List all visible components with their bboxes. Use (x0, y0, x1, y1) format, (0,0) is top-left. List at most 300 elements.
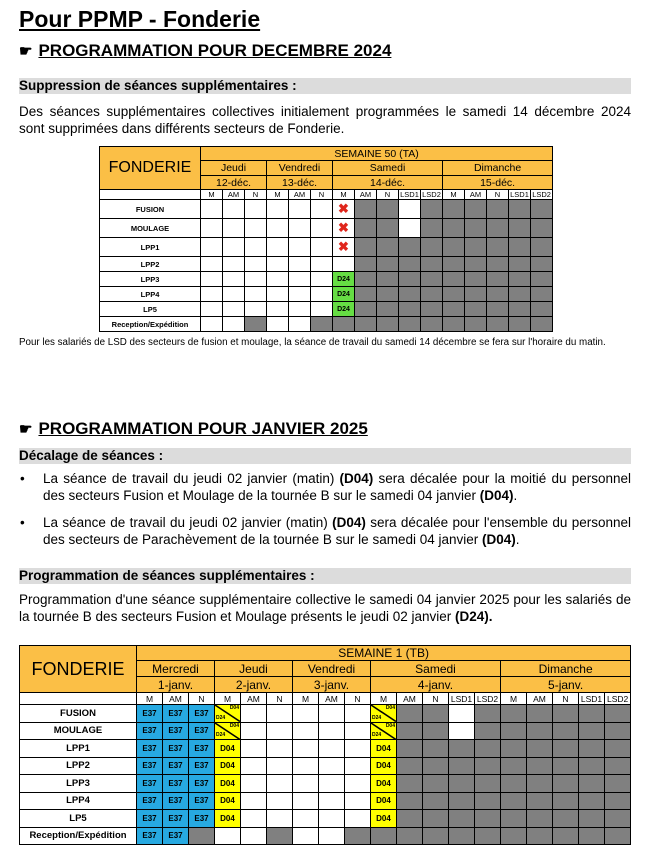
prog-paragraph: Programmation d'une séance supplémentaire collective le samedi 04 janvier 2025 pour les salariés de la tournée B des secteurs Fusion et Moulage présents le jeudi 02 janvier (D24). (19, 592, 631, 624)
bullet-icon: • (20, 515, 25, 530)
closed-cell (465, 287, 487, 302)
empty-cell (267, 287, 289, 302)
empty-cell (241, 792, 267, 810)
closed-cell (531, 200, 553, 219)
closed-cell (465, 200, 487, 219)
closed-cell (465, 219, 487, 238)
closed-cell (531, 317, 553, 332)
empty-cell (319, 740, 345, 758)
closed-cell (475, 757, 501, 775)
closed-cell (355, 287, 377, 302)
empty-cell (311, 200, 333, 219)
empty-cell (267, 722, 293, 740)
empty-cell (267, 792, 293, 810)
split-bottom-code: D24 (372, 714, 382, 721)
empty-cell (311, 287, 333, 302)
closed-cell (377, 317, 399, 332)
empty-cell (289, 238, 311, 257)
closed-cell (509, 287, 531, 302)
table-row (20, 757, 631, 775)
closed-cell (553, 810, 579, 828)
day-name: Vendredi (267, 161, 333, 176)
session-cell: E37 (189, 810, 215, 828)
slot-header: N (423, 693, 449, 705)
table-row (20, 740, 631, 758)
empty-cell (201, 200, 223, 219)
closed-cell (421, 200, 443, 219)
empty-cell (289, 272, 311, 287)
day-name: Dimanche (501, 661, 631, 677)
closed-cell (443, 317, 465, 332)
day-date: 4-janv. (371, 677, 501, 693)
table-row (100, 302, 553, 317)
closed-cell (399, 272, 421, 287)
empty-cell (267, 775, 293, 793)
closed-cell (399, 317, 421, 332)
closed-cell (509, 257, 531, 272)
closed-cell (487, 257, 509, 272)
closed-cell (443, 287, 465, 302)
empty-cell (267, 317, 289, 332)
slot-header: AM (355, 190, 377, 200)
closed-cell (553, 757, 579, 775)
closed-cell (527, 757, 553, 775)
closed-cell (397, 792, 423, 810)
table-row (20, 827, 631, 845)
session-cell: D04 (371, 757, 397, 775)
slot-header: M (443, 190, 465, 200)
empty-cell (319, 775, 345, 793)
hand-pointing-icon: ☛ (19, 43, 33, 60)
closed-cell (487, 272, 509, 287)
empty-cell (267, 740, 293, 758)
day-date: 5-janv. (501, 677, 631, 693)
session-cell: E37 (189, 775, 215, 793)
row-label: MOULAGE (20, 722, 137, 740)
empty-cell (311, 219, 333, 238)
empty-cell (223, 317, 245, 332)
closed-cell (399, 257, 421, 272)
closed-cell (377, 257, 399, 272)
slot-header: LSD1 (400, 190, 419, 199)
slot-header: M (501, 693, 527, 705)
closed-cell (397, 757, 423, 775)
slot-corner (20, 693, 137, 705)
closed-cell (475, 792, 501, 810)
empty-cell (223, 200, 245, 219)
december-heading: ☛ PROGRAMMATION POUR DECEMBRE 2024 (19, 41, 392, 60)
session-cell: D24 (333, 302, 355, 317)
empty-cell (245, 200, 267, 219)
closed-cell (423, 740, 449, 758)
closed-cell (465, 317, 487, 332)
slot-header: LSD2 (475, 693, 501, 705)
closed-cell (377, 200, 399, 219)
closed-cell (423, 792, 449, 810)
closed-cell (449, 792, 475, 810)
empty-cell (223, 219, 245, 238)
empty-cell (293, 740, 319, 758)
empty-cell (289, 317, 311, 332)
closed-cell (527, 740, 553, 758)
closed-cell (527, 792, 553, 810)
week-header: SEMAINE 1 (TB) (137, 646, 631, 661)
split-session-cell (215, 705, 241, 723)
slot-header: N (189, 693, 215, 705)
slot-header: M (201, 190, 223, 200)
empty-cell (267, 810, 293, 828)
session-cell: E37 (163, 792, 189, 810)
closed-cell (355, 200, 377, 219)
closed-cell (355, 257, 377, 272)
slot-header: LSD1 (579, 693, 605, 705)
empty-cell (267, 238, 289, 257)
cancelled-cell (333, 238, 355, 257)
table-row (20, 792, 631, 810)
closed-cell (509, 219, 531, 238)
closed-cell (501, 705, 527, 723)
empty-cell (267, 272, 289, 287)
empty-cell (201, 257, 223, 272)
closed-cell (465, 272, 487, 287)
decalage-list (19, 470, 631, 558)
closed-cell (487, 238, 509, 257)
closed-cell (245, 317, 267, 332)
decalage-bullet: • La séance de travail du jeudi 02 janvier (matin) (D04) sera décalée pour la moitié du personnel des secteurs Fusion et Moulage de la tournée B sur le samedi 04 janvier (D04). (20, 471, 631, 503)
session-cell: D04 (371, 775, 397, 793)
closed-cell (553, 705, 579, 723)
empty-cell (449, 722, 475, 740)
session-cell: E37 (137, 757, 163, 775)
closed-cell (527, 810, 553, 828)
session-cell: D04 (215, 810, 241, 828)
january-schedule-table (19, 645, 631, 845)
closed-cell (605, 827, 631, 845)
closed-cell (605, 810, 631, 828)
closed-cell (553, 722, 579, 740)
session-cell: E37 (163, 757, 189, 775)
closed-cell (399, 302, 421, 317)
closed-cell (531, 272, 553, 287)
closed-cell (377, 219, 399, 238)
bullet-icon: • (20, 471, 25, 486)
table-row (20, 775, 631, 793)
slot-header: M (333, 190, 355, 200)
session-cell: D04 (215, 740, 241, 758)
empty-cell (293, 705, 319, 723)
slot-header: LSD1 (449, 693, 475, 705)
closed-cell (421, 272, 443, 287)
january-heading: ☛ PROGRAMMATION POUR JANVIER 2025 (19, 419, 368, 438)
session-cell: D04 (371, 810, 397, 828)
closed-cell (605, 757, 631, 775)
closed-cell (475, 827, 501, 845)
table-row (20, 722, 631, 740)
closed-cell (355, 317, 377, 332)
closed-cell (443, 238, 465, 257)
session-cell: E37 (189, 792, 215, 810)
closed-cell (527, 705, 553, 723)
closed-cell (579, 827, 605, 845)
day-date: 1-janv. (137, 677, 215, 693)
empty-cell (201, 238, 223, 257)
cross-icon: ✖ (338, 239, 349, 254)
empty-cell (345, 705, 371, 723)
slot-header: AM (397, 693, 423, 705)
closed-cell (553, 740, 579, 758)
closed-cell (579, 757, 605, 775)
closed-cell (377, 287, 399, 302)
slot-header: N (487, 190, 509, 200)
closed-cell (423, 705, 449, 723)
closed-cell (509, 317, 531, 332)
closed-cell (377, 238, 399, 257)
closed-cell (579, 722, 605, 740)
cross-icon: ✖ (338, 201, 349, 216)
session-cell: E37 (163, 775, 189, 793)
empty-cell (293, 757, 319, 775)
closed-cell (501, 810, 527, 828)
closed-cell (465, 302, 487, 317)
prog-heading: Programmation de séances supplémentaires : (19, 568, 631, 584)
day-name: Dimanche (443, 161, 553, 176)
empty-cell (201, 317, 223, 332)
table-row (20, 705, 631, 723)
session-cell: E37 (189, 740, 215, 758)
row-label: LPP2 (100, 257, 201, 272)
closed-cell (397, 810, 423, 828)
session-cell: D04 (215, 775, 241, 793)
closed-cell (531, 287, 553, 302)
fonderie-header: FONDERIE (100, 147, 201, 190)
closed-cell (443, 219, 465, 238)
closed-cell (475, 722, 501, 740)
empty-cell (241, 775, 267, 793)
closed-cell (531, 302, 553, 317)
empty-cell (319, 757, 345, 775)
empty-cell (345, 792, 371, 810)
empty-cell (245, 219, 267, 238)
closed-cell (501, 740, 527, 758)
split-bottom-code: D24 (216, 732, 226, 738)
closed-cell (355, 302, 377, 317)
slot-header: M (137, 693, 163, 705)
closed-cell (421, 302, 443, 317)
closed-cell (449, 827, 475, 845)
slot-header: LSD1 (510, 190, 529, 199)
row-label: Reception/Expédition (100, 317, 201, 332)
slot-header: N (377, 190, 399, 200)
row-label: LP5 (100, 302, 201, 317)
row-label: LPP2 (20, 757, 137, 775)
empty-cell (267, 302, 289, 317)
empty-cell (345, 740, 371, 758)
closed-cell (421, 257, 443, 272)
slot-header: AM (241, 693, 267, 705)
session-cell: E37 (189, 757, 215, 775)
day-name: Samedi (371, 661, 501, 677)
day-date: 2-janv. (215, 677, 293, 693)
split-top-code: D04 (385, 705, 395, 711)
cross-icon: ✖ (338, 220, 349, 235)
closed-cell (579, 775, 605, 793)
closed-cell (397, 775, 423, 793)
slot-header: LSD2 (422, 190, 441, 199)
empty-cell (319, 827, 345, 845)
session-cell: D04 (215, 792, 241, 810)
closed-cell (501, 792, 527, 810)
closed-cell (527, 775, 553, 793)
empty-cell (245, 257, 267, 272)
session-cell: E37 (137, 705, 163, 723)
closed-cell (475, 740, 501, 758)
empty-cell (293, 810, 319, 828)
december-schedule-table (99, 146, 553, 332)
table-row (100, 287, 553, 302)
day-date: 15-déc. (443, 176, 553, 190)
closed-cell (487, 219, 509, 238)
empty-cell (223, 238, 245, 257)
empty-cell (267, 705, 293, 723)
closed-cell (487, 317, 509, 332)
row-label: MOULAGE (100, 219, 201, 238)
session-cell: E37 (137, 722, 163, 740)
table-row (100, 219, 553, 238)
empty-cell (245, 287, 267, 302)
closed-cell (605, 705, 631, 723)
empty-cell (319, 810, 345, 828)
row-label: FUSION (20, 705, 137, 723)
empty-cell (201, 287, 223, 302)
session-cell: E37 (137, 775, 163, 793)
closed-cell (487, 287, 509, 302)
closed-cell (509, 302, 531, 317)
slot-corner (100, 190, 201, 200)
closed-cell (465, 257, 487, 272)
closed-cell (355, 219, 377, 238)
closed-cell (443, 302, 465, 317)
session-cell: E37 (137, 740, 163, 758)
empty-cell (241, 722, 267, 740)
split-session-cell (371, 722, 397, 740)
session-cell: E37 (163, 722, 189, 740)
split-top-code: D04 (385, 722, 395, 729)
empty-cell (267, 219, 289, 238)
table-row (100, 257, 553, 272)
closed-cell (531, 219, 553, 238)
closed-cell (443, 200, 465, 219)
empty-cell (289, 200, 311, 219)
empty-cell (267, 200, 289, 219)
slot-header: N (345, 693, 371, 705)
closed-cell (371, 827, 397, 845)
row-label: FUSION (100, 200, 201, 219)
closed-cell (397, 705, 423, 723)
split-session-cell (371, 705, 397, 723)
slot-header: N (245, 190, 267, 200)
split-top-code: D04 (229, 705, 239, 711)
closed-cell (399, 238, 421, 257)
slot-header: M (267, 190, 289, 200)
closed-cell (605, 740, 631, 758)
row-label: LP5 (20, 810, 137, 828)
empty-cell (241, 740, 267, 758)
session-cell: E37 (189, 722, 215, 740)
december-paragraph: Des séances supplémentaires collectives initialement programmées le samedi 14 décembre 2024 sont supprimées dans différents secteurs de Fonderie. (19, 104, 631, 136)
empty-cell (293, 792, 319, 810)
closed-cell (475, 810, 501, 828)
slot-header: AM (163, 693, 189, 705)
slot-header: N (267, 693, 293, 705)
closed-cell (399, 287, 421, 302)
empty-cell (245, 272, 267, 287)
table-row (100, 272, 553, 287)
closed-cell (579, 810, 605, 828)
day-name: Vendredi (293, 661, 371, 677)
table-row (100, 200, 553, 219)
closed-cell (423, 757, 449, 775)
closed-cell (475, 775, 501, 793)
closed-cell (501, 722, 527, 740)
closed-cell (267, 827, 293, 845)
closed-cell (423, 827, 449, 845)
row-label: LPP4 (100, 287, 201, 302)
session-cell: E37 (163, 705, 189, 723)
closed-cell (527, 722, 553, 740)
day-name: Mercredi (137, 661, 215, 677)
day-name: Jeudi (201, 161, 267, 176)
empty-cell (241, 827, 267, 845)
empty-cell (241, 810, 267, 828)
empty-cell (245, 302, 267, 317)
session-cell: E37 (163, 740, 189, 758)
table-row (100, 317, 553, 332)
december-subheading: Suppression de séances supplémentaires : (19, 78, 631, 94)
empty-cell (399, 219, 421, 238)
closed-cell (377, 302, 399, 317)
empty-cell (319, 722, 345, 740)
empty-cell (267, 757, 293, 775)
slot-header: AM (223, 190, 245, 200)
closed-cell (501, 827, 527, 845)
empty-cell (311, 238, 333, 257)
empty-cell (267, 257, 289, 272)
empty-cell (289, 287, 311, 302)
empty-cell (319, 705, 345, 723)
day-date: 14-déc. (333, 176, 443, 190)
empty-cell (333, 257, 355, 272)
session-cell: D04 (215, 757, 241, 775)
empty-cell (201, 302, 223, 317)
empty-cell (293, 827, 319, 845)
empty-cell (241, 705, 267, 723)
empty-cell (245, 238, 267, 257)
empty-cell (289, 219, 311, 238)
empty-cell (399, 200, 421, 219)
empty-cell (311, 257, 333, 272)
split-bottom-code: D24 (216, 714, 226, 721)
closed-cell (189, 827, 215, 845)
slot-header: LSD2 (532, 190, 551, 199)
december-note: Pour les salariés de LSD des secteurs de fusion et moulage, la séance de travail du samedi 14 décembre se fera sur l'horaire du matin. (19, 337, 606, 348)
closed-cell (421, 238, 443, 257)
empty-cell (345, 775, 371, 793)
slot-header: M (215, 693, 241, 705)
closed-cell (531, 238, 553, 257)
empty-cell (201, 219, 223, 238)
closed-cell (449, 775, 475, 793)
closed-cell (311, 317, 333, 332)
